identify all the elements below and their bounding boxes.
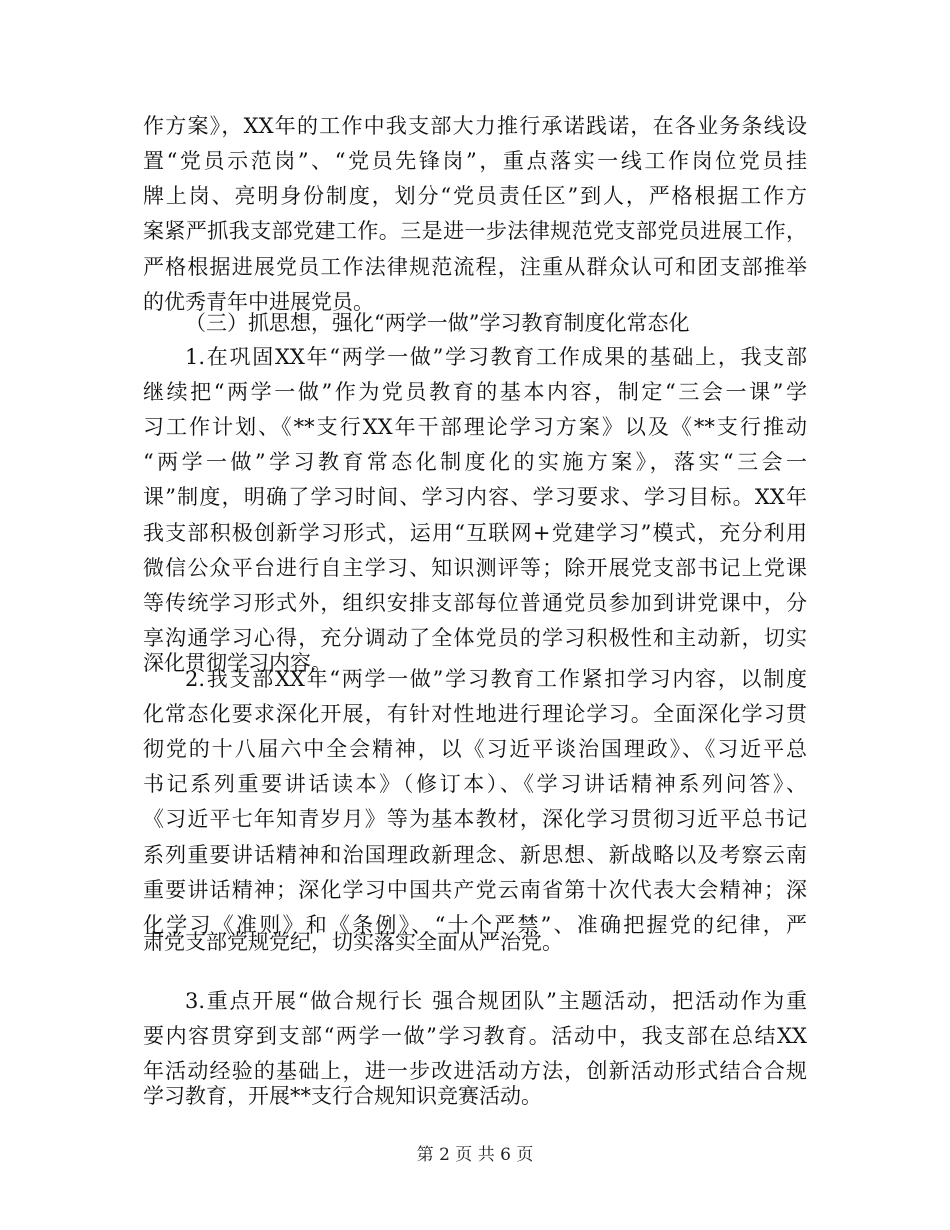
paragraph-first-line: 3.重点开展“做合规行长 强合规团队”主题活动，把活动作为重 [185, 989, 807, 1013]
body-text-line: 系列重要讲话精神和治国理政新理念、新思想、新战略以及考察云南 [143, 843, 807, 867]
body-text-line: 牌上岗、亮明身份制度，划分“党员责任区”到人，严格根据工作方 [143, 184, 807, 208]
body-text-line: 深化贯彻学习内容。 [143, 651, 332, 675]
paragraph-first-line: 2.我支部XX年“两学一做”学习教育工作紧扣学习内容，以制度 [185, 667, 807, 691]
body-text-line: 我支部积极创新学习形式，运用“互联网+党建学习”模式，充分利用 [143, 521, 807, 545]
body-text-line: 书记系列重要讲话读本》（修订本）、《学习讲话精神系列问答》、 [143, 772, 807, 796]
body-text-line: 化常态化要求深化开展，有针对性地进行理论学习。全面深化学习贯 [143, 702, 807, 726]
body-text-line: 要内容贯穿到支部“两学一做”学习教育。活动中，我支部在总结XX [143, 1024, 807, 1048]
body-text-line: 等传统学习形式外，组织安排支部每位普通党员参加到讲党课中，分 [143, 591, 807, 615]
body-text-line: “两学一做”学习教育常态化制度化的实施方案》，落实“三会一 [143, 450, 807, 474]
body-text-line: 习工作计划、《**支行XX年干部理论学习方案》以及《**支行推动 [143, 415, 807, 439]
paragraph-first-line: 1.在巩固XX年“两学一做”学习教育工作成果的基础上，我支部 [185, 345, 807, 369]
body-text-line: 微信公众平台进行自主学习、知识测评等；除开展党支部书记上党课 [143, 556, 807, 580]
body-text-line: 作方案》，XX年的工作中我支部大力推行承诺践诺，在各业务条线设 [143, 114, 807, 138]
page-number-footer: 第 2 页 共 6 页 [416, 1145, 534, 1165]
body-text-line: 案紧严抓我支部党建工作。三是进一步法律规范党支部党员进展工作， [143, 219, 807, 243]
body-text-line: 肃党支部党规党纪，切实落实全面从严治党。 [143, 930, 563, 954]
body-text-line: 置“党员示范岗”、“党员先锋岗”，重点落实一线工作岗位党员挂 [143, 149, 807, 173]
section-heading: （三）抓思想，强化“两学一做”学习教育制度化常态化 [185, 311, 690, 335]
body-text-line: 严格根据进展党员工作法律规范流程，注重从群众认可和团支部推举 [143, 255, 807, 279]
body-text-line: 继续把“两学一做”作为党员教育的基本内容，制定“三会一课”学 [143, 380, 807, 404]
body-text-line: 彻党的十八届六中全会精神，以《习近平谈治国理政》、《习近平总 [143, 737, 807, 761]
body-text-line: 年活动经验的基础上，进一步改进活动方法，创新活动形式结合合规 [143, 1059, 807, 1083]
body-text-line: 《习近平七年知青岁月》等为基本教材，深化学习贯彻习近平总书记 [143, 807, 807, 831]
body-text-line: 化学习《准则》和《条例》、“十个严禁”、准确把握党的纪律，严 [143, 913, 807, 937]
body-text-line: 的优秀青年中进展党员。 [143, 290, 374, 314]
body-text-line: 重要讲话精神；深化学习中国共产党云南省第十次代表大会精神；深 [143, 878, 807, 902]
body-text-line: 享沟通学习心得，充分调动了全体党员的学习积极性和主动新，切实 [143, 626, 807, 650]
body-text-line: 学习教育，开展**支行合规知识竞赛活动。 [143, 1084, 542, 1108]
body-text-line: 课”制度，明确了学习时间、学习内容、学习要求、学习目标。XX年 [143, 485, 807, 509]
